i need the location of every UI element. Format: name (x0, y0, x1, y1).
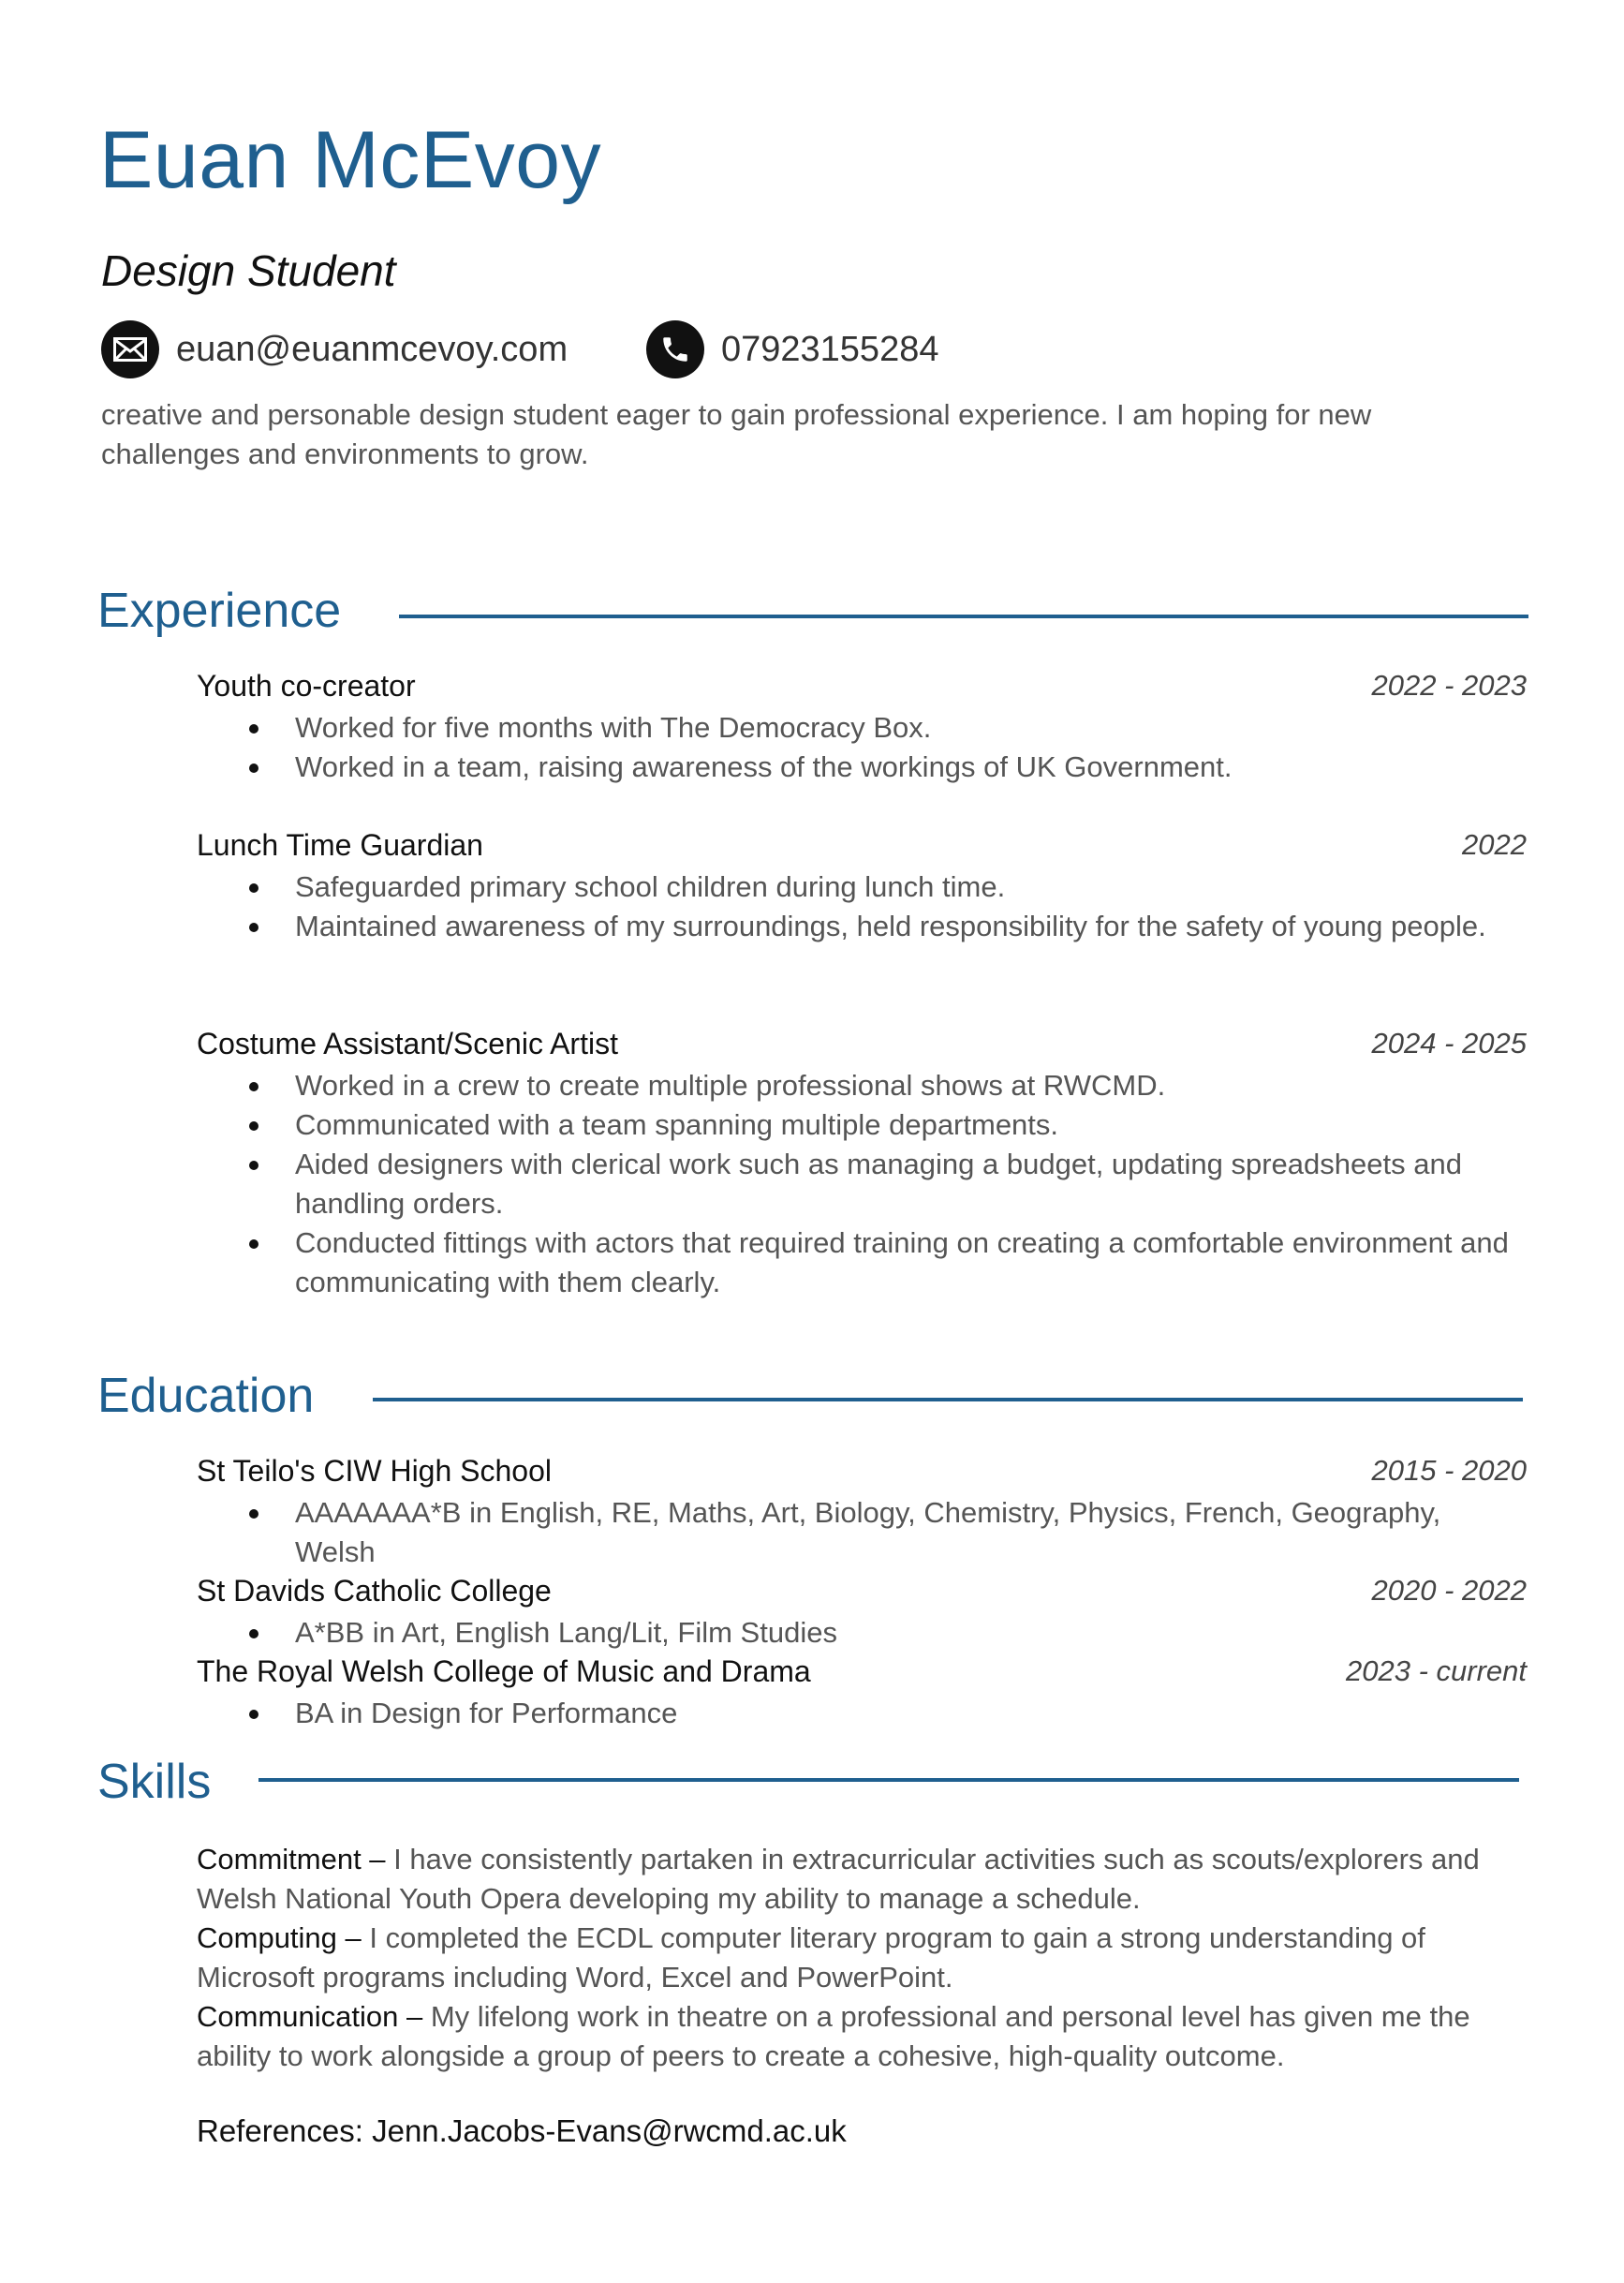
skills-heading: Skills (97, 1755, 212, 1809)
experience-divider (399, 615, 1528, 618)
school-date: 2015 - 2020 (1371, 1454, 1527, 1487)
school-name: St Davids Catholic College (197, 1574, 552, 1608)
candidate-subtitle: Design Student (101, 246, 396, 295)
profile-summary: creative and personable design student eager to gain professional experience. I am hoping for new challenges and environments to grow. (101, 398, 1372, 470)
skill-communication (197, 1997, 1527, 2076)
list-item: A*BB in Art, English Lang/Lit, Film Studies (197, 1613, 1527, 1653)
list-item: Worked in a team, raising awareness of the workings of UK Government. (197, 748, 1527, 787)
school-bullets (197, 1493, 1527, 1572)
skill-label: Communication – (197, 2000, 423, 2033)
school-date: 2023 - current (1346, 1654, 1527, 1687)
list-item: Aided designers with clerical work such as managing a budget, updating spreadsheets and handling orders. (197, 1145, 1527, 1223)
list-item: Worked in a crew to create multiple professional shows at RWCMD. (197, 1066, 1527, 1105)
skill-commitment (197, 1840, 1527, 1919)
phone-text[interactable]: 07923155284 (721, 329, 939, 369)
list-item: AAAAAAA*B in English, RE, Maths, Art, Biology, Chemistry, Physics, French, Geography, Welsh (197, 1493, 1527, 1572)
school-bullets (197, 1613, 1527, 1653)
job-date: 2022 - 2023 (1371, 669, 1527, 702)
list-item: Safeguarded primary school children during lunch time. (197, 867, 1527, 907)
list-item: BA in Design for Performance (197, 1694, 1527, 1733)
skill-label: Computing – (197, 1921, 362, 1954)
experience-heading: Experience (97, 584, 342, 638)
list-item: Worked for five months with The Democracy Box. (197, 708, 1527, 748)
education-divider (373, 1398, 1523, 1401)
skill-computing (197, 1919, 1527, 1997)
skills-divider (258, 1778, 1519, 1782)
school-bullets (197, 1694, 1527, 1733)
job-title: Costume Assistant/Scenic Artist (197, 1027, 618, 1060)
skill-text: My lifelong work in theatre on a professional and personal level has given me the ability to work alongside a group of peers to create a cohesive, high-quality outcome. (197, 2000, 1470, 2072)
contact-email (101, 320, 568, 378)
job-title: Youth co-creator (197, 669, 416, 703)
skill-text: I completed the ECDL computer literary program to gain a strong understanding of Microsoft programs including Word, Excel and PowerPoint. (197, 1921, 1425, 1994)
skill-text: I have consistently partaken in extracurricular activities such as scouts/explorers and Welsh National Youth Opera developing my ability to manage a schedule. (197, 1843, 1480, 1915)
job-date: 2024 - 2025 (1371, 1027, 1527, 1060)
list-item: Maintained awareness of my surroundings, held responsibility for the safety of young people. (197, 907, 1527, 946)
job-date: 2022 (1462, 828, 1527, 861)
references: References: Jenn.Jacobs-Evans@rwcmd.ac.uk (197, 2113, 847, 2148)
school-name: The Royal Welsh College of Music and Drama (197, 1654, 811, 1688)
job-title: Lunch Time Guardian (197, 828, 483, 862)
school-name: St Teilo's CIW High School (197, 1454, 552, 1488)
email-text[interactable]: euan@euanmcevoy.com (176, 329, 568, 369)
school-date: 2020 - 2022 (1371, 1574, 1527, 1607)
envelope-icon (101, 320, 159, 378)
skill-label: Commitment – (197, 1843, 386, 1875)
contact-phone (646, 320, 938, 378)
education-heading: Education (97, 1369, 315, 1423)
list-item: Communicated with a team spanning multiple departments. (197, 1105, 1527, 1145)
candidate-name: Euan McEvoy (99, 115, 602, 205)
job-bullets (197, 1066, 1527, 1302)
list-item: Conducted fittings with actors that required training on creating a comfortable environment and communicating with them clearly. (197, 1223, 1527, 1302)
job-bullets (197, 708, 1527, 787)
job-bullets (197, 867, 1527, 946)
phone-icon (646, 320, 704, 378)
